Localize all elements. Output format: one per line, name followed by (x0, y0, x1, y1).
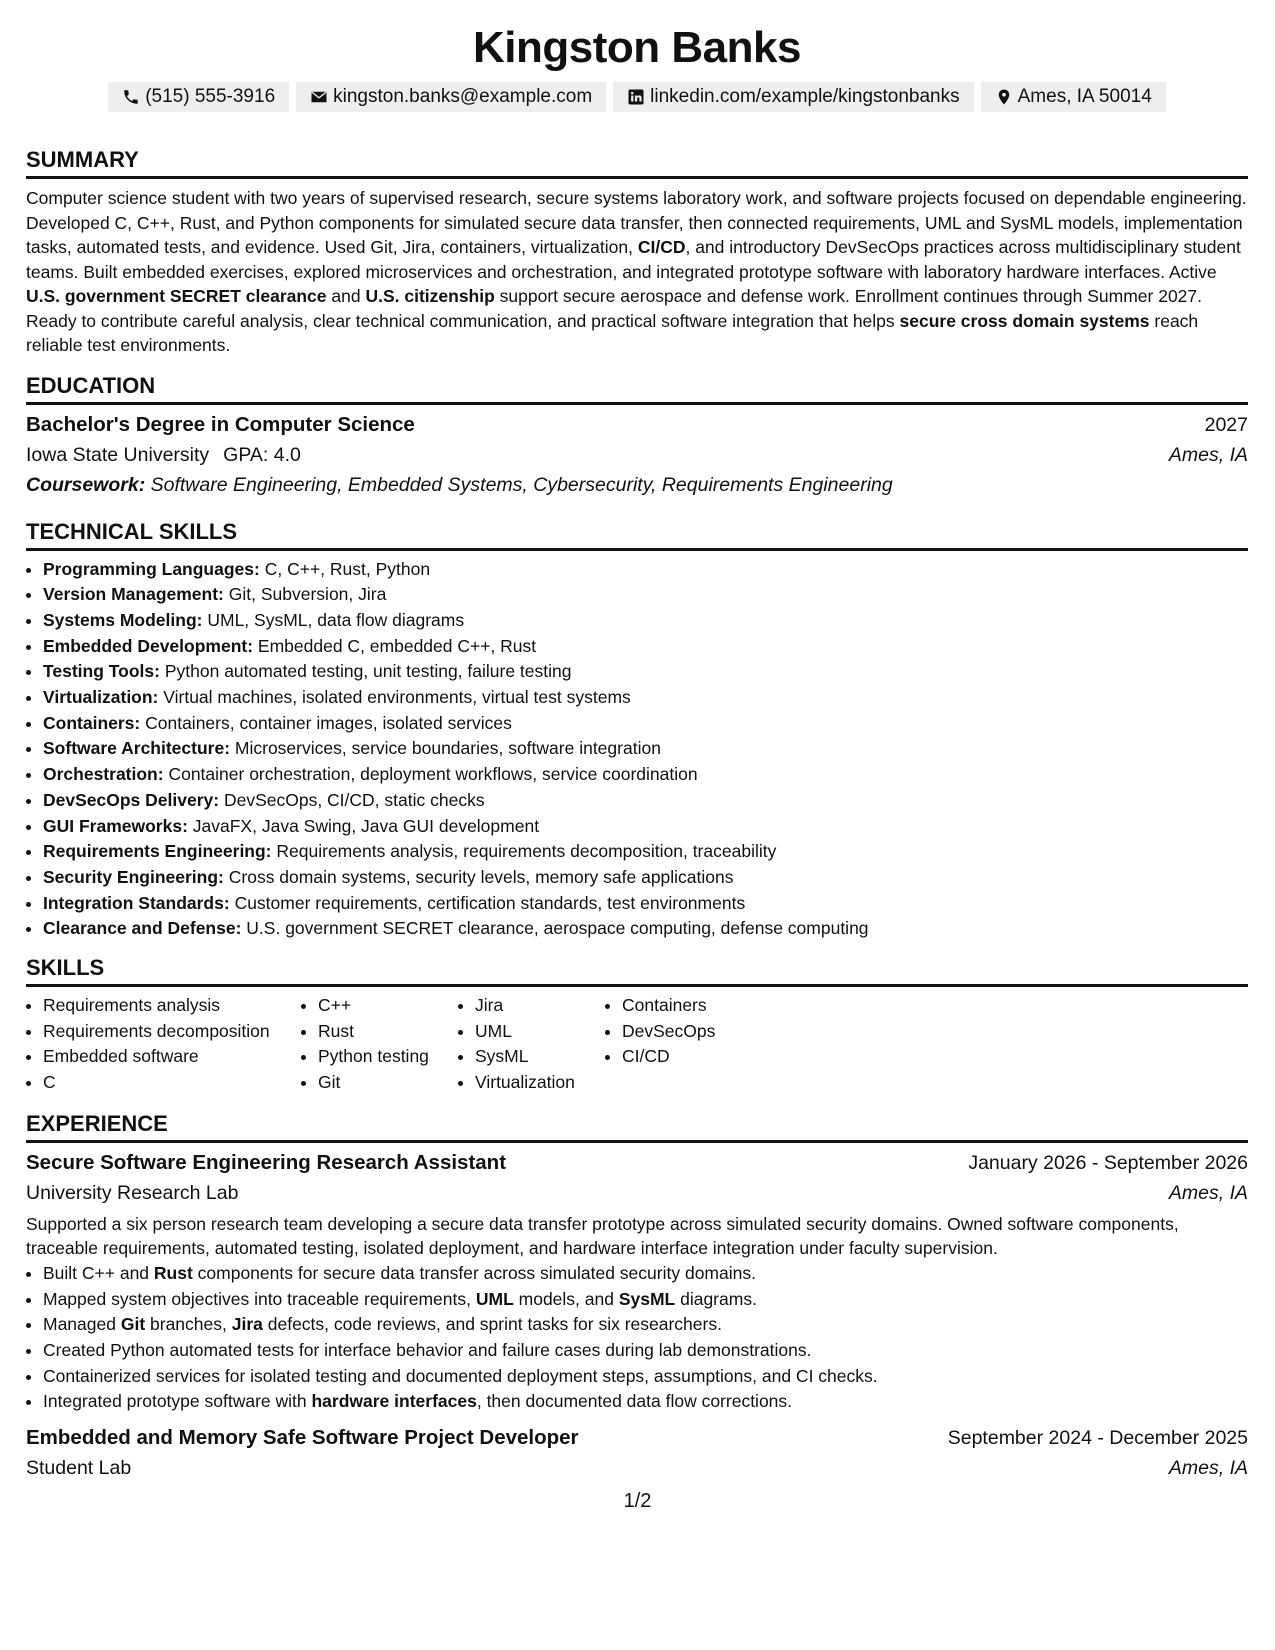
bullet-highlight: hardware interfaces (311, 1391, 477, 1412)
skills-column (26, 993, 301, 1096)
map-marker-icon (995, 88, 1013, 106)
job-bullet (43, 1312, 1248, 1338)
technical-skill-item (43, 557, 1248, 583)
job-org-row (26, 1178, 1248, 1208)
job-bullets (26, 1261, 1248, 1415)
candidate-name: Kingston Banks (473, 23, 801, 72)
section-title-education: EDUCATION (26, 372, 1248, 405)
technical-skill-value: Cross domain systems, security levels, memory safe applications (228, 866, 734, 887)
summary-part: Computer science student with two years of supervised research, secure systems laboratory work, and software projects focused on dependable engineering. Developed C, C++, Rust, and Python components for simulated secure data transfer, then connected requirements, UML and SysML models, implementation tasks, automated tests, and evidence. Used Git, Jira, containers, virtualization, (26, 188, 1247, 257)
contact-linkedin[interactable] (613, 82, 973, 112)
technical-skill-value: Microservices, service boundaries, software integration (234, 738, 661, 759)
skill-item: • DevSecOps (622, 1019, 772, 1045)
technical-skill-value: JavaFX, Java Swing, Java GUI development (192, 815, 540, 836)
skills-column (605, 993, 772, 1096)
technical-skill-item (43, 582, 1248, 608)
skill-item: • Rust (318, 1019, 458, 1045)
technical-skill-value: Containers, container images, isolated services (145, 712, 512, 733)
technical-skill-item (43, 891, 1248, 917)
skills-column (458, 993, 605, 1096)
bullet-highlight: SysML (618, 1288, 676, 1309)
skills-section (26, 954, 1248, 1096)
technical-skill-value: DevSecOps, CI/CD, static checks (223, 789, 485, 810)
summary-highlight: CI/CD (637, 237, 686, 257)
degree-title: Bachelor's Degree in Computer Science (26, 412, 415, 436)
skill-item: • Virtualization (475, 1070, 605, 1096)
technical-skills-list (26, 557, 1248, 943)
experience-section (26, 1110, 1248, 1483)
contact-location (981, 82, 1166, 112)
skill-item: • SysML (475, 1044, 605, 1070)
skill-item: • C (43, 1070, 301, 1096)
job-header-row (26, 1148, 1248, 1178)
technical-skill-label: Orchestration: (43, 764, 164, 785)
bullet-highlight: Git (120, 1314, 146, 1335)
job-dates: September 2024 - December 2025 (947, 1427, 1248, 1450)
bullet-text: Mapped system objectives into traceable requirements, (43, 1288, 476, 1309)
technical-skill-item (43, 608, 1248, 634)
job-entry (26, 1148, 1248, 1415)
skill-item: • Jira (475, 993, 605, 1019)
technical-skill-label: Embedded Development: (43, 635, 254, 656)
bullet-text: models, and (513, 1288, 619, 1309)
skill-item: • Git (318, 1070, 458, 1096)
gpa: GPA: 4.0 (223, 443, 301, 466)
school-line (26, 440, 301, 470)
technical-skill-item (43, 634, 1248, 660)
skill-item: • Embedded software (43, 1044, 301, 1070)
technical-skill-label: Security Engineering: (43, 866, 224, 887)
education-header-row (26, 410, 1248, 440)
job-dates: January 2026 - September 2026 (968, 1151, 1248, 1174)
job-title: Secure Software Engineering Research Assistant (26, 1150, 507, 1174)
skill-item: • Requirements decomposition (43, 1019, 301, 1045)
technical-skill-item (43, 814, 1248, 840)
section-title-experience: EXPERIENCE (26, 1110, 1248, 1143)
job-location: Ames, IA (1168, 1181, 1248, 1204)
section-title-technical-skills: TECHNICAL SKILLS (26, 518, 1248, 551)
bullet-highlight: Jira (231, 1314, 263, 1335)
bullet-text: Built C++ and (43, 1262, 154, 1283)
technical-skill-value: C, C++, Rust, Python (264, 558, 431, 579)
technical-skill-item (43, 711, 1248, 737)
email-text: kingston.banks@example.com (333, 86, 593, 107)
technical-skill-item (43, 736, 1248, 762)
job-bullet (43, 1338, 1248, 1364)
location-text: Ames, IA 50014 (1017, 86, 1152, 107)
technical-skill-value: Container orchestration, deployment workflows, service coordination (168, 764, 698, 785)
skill-item: • Containers (622, 993, 772, 1019)
technical-skill-value: Python automated testing, unit testing, failure testing (164, 661, 572, 682)
summary-highlight: U.S. government SECRET clearance (26, 286, 327, 306)
bullet-text: Created Python automated tests for interface behavior and failure cases during lab demonstrations. (43, 1339, 812, 1360)
bullet-text: Containerized services for isolated testing and documented deployment steps, assumptions, and CI checks. (43, 1365, 878, 1386)
job-bullet (43, 1261, 1248, 1287)
technical-skill-value: Git, Subversion, Jira (228, 584, 387, 605)
technical-skill-value: Requirements analysis, requirements decomposition, traceability (276, 841, 777, 862)
technical-skill-label: Systems Modeling: (43, 609, 203, 630)
technical-skill-label: DevSecOps Delivery: (43, 789, 220, 810)
contact-bar (26, 82, 1248, 112)
bullet-highlight: Rust (153, 1262, 193, 1283)
education-school-row (26, 440, 1248, 470)
phone-text: (515) 555-3916 (145, 86, 276, 107)
job-organization: Student Lab (26, 1457, 132, 1480)
section-title-skills: SKILLS (26, 954, 1248, 987)
coursework-list: Software Engineering, Embedded Systems, Cybersecurity, Requirements Engineering (150, 473, 893, 496)
phone-icon (122, 88, 140, 106)
technical-skill-value: UML, SysML, data flow diagrams (207, 609, 465, 630)
technical-skill-value: Customer requirements, certification standards, test environments (234, 892, 746, 913)
technical-skill-item (43, 865, 1248, 891)
envelope-icon (310, 88, 328, 106)
section-title-summary: SUMMARY (26, 146, 1248, 179)
school-location: Ames, IA (1168, 443, 1248, 466)
job-bullet (43, 1364, 1248, 1390)
job-summary: Supported a six person research team developing a secure data transfer prototype across simulated security domains. Owned software components, traceable requirements, automated testing, isolated deployment, and hardware interface integration under faculty supervision. (26, 1213, 1179, 1259)
technical-skill-label: Version Management: (43, 584, 224, 605)
summary-highlight: U.S. citizenship (365, 286, 495, 306)
bullet-text: diagrams. (675, 1288, 757, 1309)
technical-skill-label: Software Architecture: (43, 738, 231, 759)
technical-skill-value: Virtual machines, isolated environments, virtual test systems (163, 687, 631, 708)
technical-skill-label: Testing Tools: (43, 661, 160, 682)
education-section (26, 372, 1248, 500)
technical-skill-label: Integration Standards: (43, 892, 230, 913)
technical-skill-label: Programming Languages: (43, 558, 260, 579)
technical-skill-label: Containers: (43, 712, 141, 733)
summary-text (26, 186, 1248, 358)
summary-section (26, 146, 1248, 358)
job-bullet (43, 1389, 1248, 1415)
linkedin-icon (627, 88, 645, 106)
technical-skill-item (43, 762, 1248, 788)
technical-skill-label: GUI Frameworks: (43, 815, 188, 836)
bullet-text: defects, code reviews, and sprint tasks for six researchers. (262, 1314, 722, 1335)
technical-skill-item (43, 685, 1248, 711)
linkedin-text: linkedin.com/example/kingstonbanks (650, 86, 960, 107)
job-organization: University Research Lab (26, 1181, 239, 1204)
summary-part: and (326, 286, 366, 306)
skill-item: • Python testing (318, 1044, 458, 1070)
technical-skill-label: Requirements Engineering: (43, 841, 272, 862)
bullet-text: components for secure data transfer across simulated security domains. (192, 1262, 756, 1283)
contact-phone[interactable] (108, 82, 289, 112)
coursework-line (26, 470, 1248, 500)
technical-skills-section (26, 518, 1248, 943)
summary-highlight: secure cross domain systems (899, 310, 1150, 331)
technical-skill-item (43, 788, 1248, 814)
technical-skill-item (43, 839, 1248, 865)
job-entry (26, 1423, 1248, 1483)
skill-item: • Requirements analysis (43, 993, 301, 1019)
school-name: Iowa State University (26, 443, 210, 466)
job-location: Ames, IA (1168, 1457, 1248, 1480)
technical-skill-item (43, 916, 1248, 942)
technical-skill-label: Clearance and Defense: (43, 918, 242, 939)
resume-page (26, 0, 1248, 1650)
skills-grid (26, 993, 1248, 1096)
technical-skill-value: U.S. government SECRET clearance, aerospace computing, defense computing (246, 918, 869, 939)
job-header-row (26, 1423, 1248, 1453)
summary-part: support secure aerospace and defense work. Enrollment continues through Summer 2027. Ready to contribute careful analysis, clear technical communication, and practical software integration that helps (26, 286, 1203, 331)
contact-email[interactable] (296, 82, 606, 112)
page-number: 1/2 (623, 1490, 652, 1512)
job-title: Embedded and Memory Safe Software Project Developer (26, 1426, 579, 1450)
technical-skill-value: Embedded C, embedded C++, Rust (257, 635, 537, 656)
summary-part: , and introductory DevSecOps practices across multidisciplinary student teams. Built embedded exercises, explored microservices and orchestration, and integrated prototype software with laboratory hardware interfaces. Active (26, 237, 1241, 282)
technical-skill-label: Virtualization: (43, 687, 159, 708)
graduation-year: 2027 (1204, 413, 1248, 436)
skill-item: • C++ (318, 993, 458, 1019)
summary-part: reach reliable test environments. (26, 310, 1199, 355)
coursework-label: Coursework: (26, 473, 146, 496)
skills-column (301, 993, 458, 1096)
bullet-text: , then documented data flow corrections. (476, 1391, 793, 1412)
skill-item: • CI/CD (622, 1044, 772, 1070)
bullet-text: branches, (145, 1314, 232, 1335)
job-org-row (26, 1453, 1248, 1483)
bullet-highlight: UML (475, 1288, 514, 1309)
bullet-text: Integrated prototype software with (43, 1391, 312, 1412)
skill-item: • UML (475, 1019, 605, 1045)
bullet-text: Managed (43, 1314, 121, 1335)
technical-skill-item (43, 659, 1248, 685)
job-bullet (43, 1287, 1248, 1313)
